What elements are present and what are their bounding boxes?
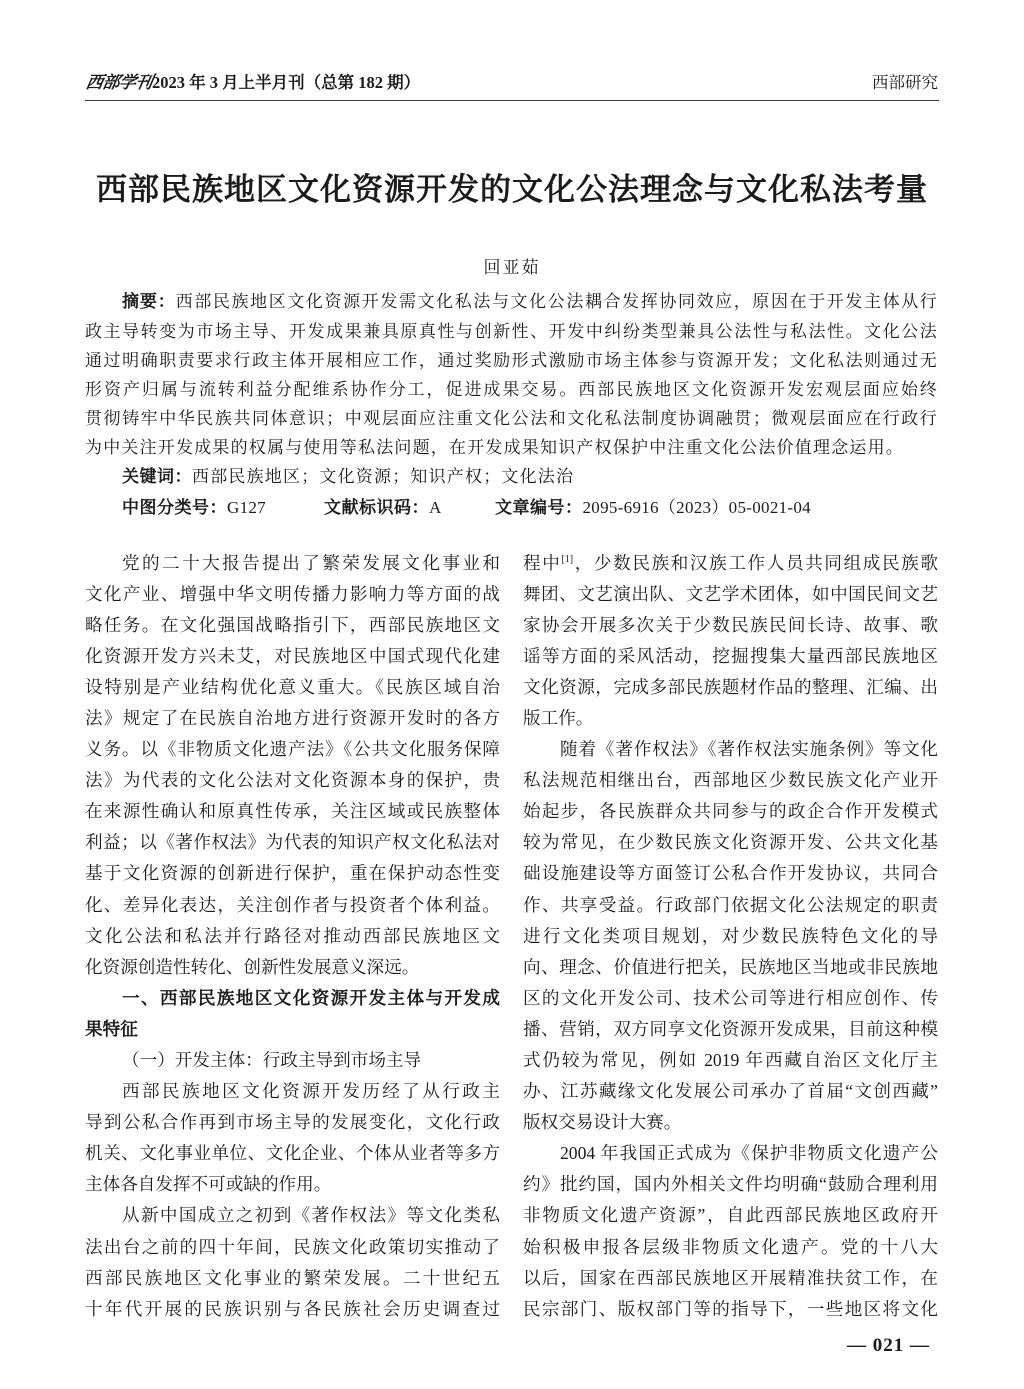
clc-label: 中图分类号： [122,498,227,518]
body-line: 区的文化开发公司、技术公司等进行相应创作、传 [523,987,938,1008]
body-line: 较为常见，在少数民族文化资源开发、公共文化基 [523,832,938,853]
body-line: 法》为代表的文化公法对文化资源本身的保护，贵 [85,770,500,791]
running-header-left [86,72,420,94]
abstract [85,287,938,462]
article-number [495,493,811,522]
article-number-label: 文章编号： [495,498,583,518]
body-line: 随着《著作权法》《著作权法实施条例》等文化 [560,739,938,760]
body-line: 础设施建设等方面签订公私合作开发协议，共同合 [523,863,938,884]
body-line: 版权交易设计大赛。 [523,1112,682,1133]
header-rule [85,100,939,101]
body-line: 约》批约国，国内外相关文件均明确“鼓励合理利用 [523,1174,938,1195]
body-line: 非物质文化遗产资源”，自此西部民族地区政府开 [523,1205,938,1226]
body-line: 导到公私合作再到市场主导的发展变化，文化行政 [85,1112,500,1133]
body-line: 始积极申报各层级非物质文化遗产。党的十八大 [523,1236,938,1257]
body-line: 基于文化资源的创新进行保护，重在保护动态性变 [85,863,500,884]
body-line: 民宗部门、版权部门等的指导下，一些地区将文化 [523,1298,938,1319]
journal-logo: 西部学刊 [84,73,154,92]
body-line: 进行文化类项目规划，对少数民族特色文化的导 [523,925,938,946]
document-code-label: 文献标识码： [324,498,429,518]
body-line: 办、江苏藏缘文化发展公司承办了首届“文创西藏” [523,1081,938,1102]
issue-info: 2023 年 3 月上半月刊（总第 182 期） [152,73,421,92]
body-line: 在来源性确认和原真性传承，关注区域或民族整体 [85,801,500,822]
body-line: 文化产业、增强中华文明传播力影响力等方面的战 [85,583,500,604]
abstract-line: 贯彻铸牢中华民族共同体意识；中观层面应注重文化公法和文化私法制度协调融贯；微观层面应在行政行 [85,409,938,429]
body-line: 播、营销，双方同享文化资源开发成果，目前这种模 [523,1018,938,1039]
article-number-value: 2095-6916（2023）05-0021-04 [582,498,811,518]
body-line: 从新中国成立之初到《著作权法》等文化类私 [122,1205,500,1226]
body-column-left [85,548,500,1325]
body-line: 略任务。在文化强国战略指引下，西部民族地区文 [85,614,500,635]
body-line: 党的二十大报告提出了繁荣发展文化事业和 [122,552,500,573]
body-line: 文化公法和私法并行路径对推动西部民族地区文 [85,925,500,946]
section-heading: 果特征 [85,1018,138,1039]
body-line: 机关、文化事业单位、文化企业、个体从业者等多方 [85,1143,500,1164]
article-title: 西部民族地区文化资源开发的文化公法理念与文化私法考量 [96,172,928,207]
body-line: 西部民族地区文化事业的繁荣发展。二十世纪五 [85,1267,500,1288]
body-line: 法》规定了在民族自治地方进行资源开发时的各方 [85,707,500,728]
body-line: 利益；以《著作权法》为代表的知识产权文化私法对 [85,832,500,853]
body-line: 谣等方面的采风活动，挖掘搜集大量西部民族地区 [523,645,938,666]
abstract-line [85,287,938,316]
abstract-line: 政主导转变为市场主导、开发成果兼具原真性与创新性、开发中纠纷类型兼具公法性与私法性。文化公法 [85,321,938,341]
body-line: 化资源开发方兴未艾，对民族地区中国式现代化建 [85,645,500,666]
body-line: 始起步，各民族群众共同参与的政企合作开发模式 [523,801,938,822]
body-text: ，少数民族和汉族工作人员共同组成民族歌 [573,552,938,573]
section-heading: 一、西部民族地区文化资源开发主体与开发成 [122,987,500,1008]
citation-marker: [1] [561,553,574,565]
body-column-right [523,548,938,1325]
body-line: 以后，国家在西部民族地区开展精准扶贫工作，在 [523,1267,938,1288]
keywords-text: 西部民族地区；文化资源；知识产权；文化法治 [192,467,575,487]
body-line: 私法规范相继出台，西部地区少数民族文化产业开 [523,770,938,791]
body-line: 主体各自发挥不可或缺的作用。 [85,1174,332,1195]
keywords-label: 关键词： [122,467,192,487]
body-line: 舞团、文艺演出队、文艺学术团体，如中国民间文艺 [523,583,938,604]
body-line: 式仍较为常见，例如 2019 年西藏自治区文化厅主 [523,1050,938,1070]
clc-number [122,493,266,522]
body-line: 设特别是产业结构优化意义重大。《民族区域自治 [85,676,500,697]
body-line: 西部民族地区文化资源开发历经了从行政主 [122,1081,500,1102]
abstract-line: 通过明确职责要求行政主体开展相应工作，通过奖励形式激励市场主体参与资源开发；文化私法则通过无 [85,350,938,370]
keywords [122,462,574,491]
column-section-name: 西部研究 [872,74,938,92]
abstract-line: 为中关注开发成果的权属与使用等私法问题，在开发成果知识产权保护中注重文化公法价值理念运用。 [85,438,904,458]
article-author: 回亚茹 [483,258,541,277]
body-line: 义务。以《非物质文化遗产法》《公共文化服务保障 [85,739,500,760]
abstract-label: 摘要： [122,292,176,312]
body-line: 向、理念、价值进行把关，民族地区当地或非民族地 [523,956,938,977]
body-line: 家协会开展多次关于少数民族民间长诗、故事、歌 [523,614,938,635]
body-line: 化资源创造性转化、创新性发展意义深远。 [85,956,420,977]
clc-value: G127 [227,498,266,518]
subsection-heading: （一）开发主体：行政主导到市场主导 [122,1050,422,1070]
body-line: 版工作。 [523,707,594,728]
body-line: 文化资源，完成多部民族题材作品的整理、汇编、出 [523,676,938,697]
body-line [523,548,938,579]
body-line: 2004 年我国正式成为《保护非物质文化遗产公 [560,1143,938,1164]
body-line: 十年代开展的民族识别与各民族社会历史调查过 [85,1298,500,1319]
document-code-value: A [429,498,442,518]
page-number: — 021 — [847,1335,930,1356]
abstract-line: 形资产归属与流转利益分配维系协作分工，促进成果交易。西部民族地区文化资源开发宏观层面应始终 [85,379,938,399]
body-text: 程中 [523,552,562,573]
body-line: 法出台之前的四十年间，民族文化政策切实推动了 [85,1236,500,1257]
abstract-text: 西部民族地区文化资源开发需文化私法与文化公法耦合发挥协同效应，原因在于开发主体从行 [175,292,939,312]
body-line: 化、差异化表达，关注创作者与投资者个体利益。 [85,894,500,915]
body-line: 作、共享受益。行政部门依据文化公法规定的职责 [523,894,938,915]
document-code [324,493,442,522]
